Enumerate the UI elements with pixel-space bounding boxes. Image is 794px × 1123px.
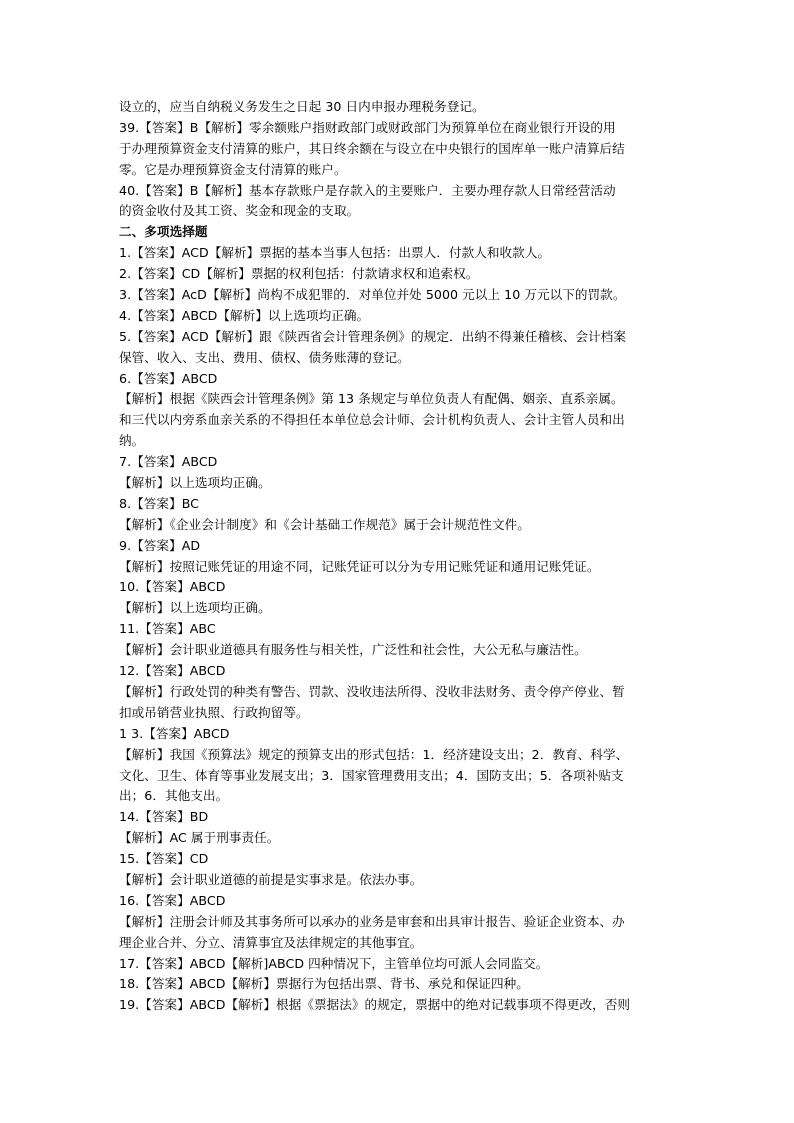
text-line: 15.【答案】CD [119,851,209,867]
text-line: 【解析】按照记账凭证的用途不同，记账凭证可以分为专用记账凭证和通用记账凭证。 [119,558,600,574]
text-line: 10.【答案】ABCD [119,579,226,595]
text-line: 于办理预算资金支付清算的账户，其日终余额在与设立在中央银行的国库单一账户清算后结 [119,140,625,156]
text-line: 16.【答案】ABCD [119,892,226,908]
document-page [119,97,684,1016]
text-line: 【解析】会计职业道德具有服务性与相关性，广泛性和社会性，大公无私与廉洁性。 [119,642,587,658]
text-line: 2.【答案】CD【解析】票据的权利包括：付款请求权和追索权。 [119,266,479,282]
text-line: 【解析】注册会计师及其事务所可以承办的业务是审套和出具审计报告、验证企业资本、办 [119,913,625,929]
text-line: 1 3.【答案】ABCD [119,725,230,741]
text-line: 文化、卫生、体育等事业发展支出；3．国家管理费用支出；4．国防支出；5．各项补贴支 [119,767,624,783]
text-line: 【解析】会计职业道德的前提是实事求是。依法办事。 [119,871,423,887]
text-line: 和三代以内旁系血亲关系的不得担任本单位总会计师、会计机构负责人、会计主管人员和出 [119,412,625,428]
text-line: 17.【答案】ABCD【解析]ABCD 四种情况下，主管单位均可派人会同监交。 [119,955,549,971]
text-line: 12.【答案】ABCD [119,663,226,679]
text-line: 零。它是办理预算资金支付清算的账户。 [119,161,347,177]
text-line: 4.【答案】ABCD【解析】以上选项均正确。 [119,307,370,323]
text-line: 扣或吊销营业执照、行政拘留等。 [119,704,309,720]
text-line: 【解析】《企业会计制度》和《会计基础工作规范》属于会计规范性文件。 [119,516,530,532]
text-line: 1.【答案】ACD【解析】票据的基本当事人包括：出票人．付款人和收款人。 [119,245,551,261]
text-line: 7.【答案】ABCD [119,454,218,470]
text-line: 保管、收入、支出、费用、债权、债务账薄的登记。 [119,349,410,365]
text-line: 【解析】我国《预算法》规定的预算支出的形式包括：1．经济建设支出；2．教育、科学、 [119,746,629,762]
text-line: 【解析】以上选项均正确。 [119,600,271,616]
text-line: 14.【答案】BD [119,809,209,825]
text-line: 8.【答案】BC [119,495,200,511]
text-line: 40.【答案】B【解析】基本存款账户是存款入的主要账户．主要办理存款人日常经营活动 [119,182,616,198]
text-line: 【解析】行政处罚的种类有警告、罚款、没收违法所得、没收非法财务、责令停产停业、暂 [119,683,625,699]
text-line: 纳。 [119,433,145,449]
text-line: 11.【答案】ABC [119,621,216,637]
text-line: 5.【答案】ACD【解析】跟《陕西省会计管理条例》的规定．出纳不得兼任稽核、会计档案 [119,328,626,344]
text-line: 设立的，应当自纳税义务发生之日起 30 日内申报办理税务登记。 [119,99,485,114]
text-line: 18.【答案】ABCD【解析】票据行为包括出票、背书、承兑和保证四种。 [119,976,529,992]
text-line: 9.【答案】AD [119,537,201,553]
text-line: 【解析】AC 属于刑事责任。 [119,830,280,846]
text-line: 19.【答案】ABCD【解析】根据《票据法》的规定，票据中的绝对记载事项不得更改，否则 [119,997,631,1013]
text-line: 6.【答案】ABCD [119,370,218,386]
text-line: 【解析】以上选项均正确。 [119,475,271,491]
text-line: 理企业合并、分立、清算事宜及法律规定的其他事宜。 [119,934,423,950]
text-line: 【解析】根据《陕西会计管理条例》第 13 条规定与单位负责人有配偶、姻亲、直系亲属。 [119,391,624,407]
text-line: 出；6．其他支出。 [119,788,229,804]
text-line: 的资金收付及其工资、奖金和现金的支取。 [119,203,360,219]
text-line: 39.【答案】B【解析】零余额账户指财政部门或财政部门为预算单位在商业银行开设的用 [119,119,616,135]
section-heading: 二、多项选择题 [119,224,208,240]
text-line: 3.【答案】AcD【解析】尚构不成犯罪的．对单位并处 5000 元以上 10 万元以下的罚款。 [119,287,626,303]
